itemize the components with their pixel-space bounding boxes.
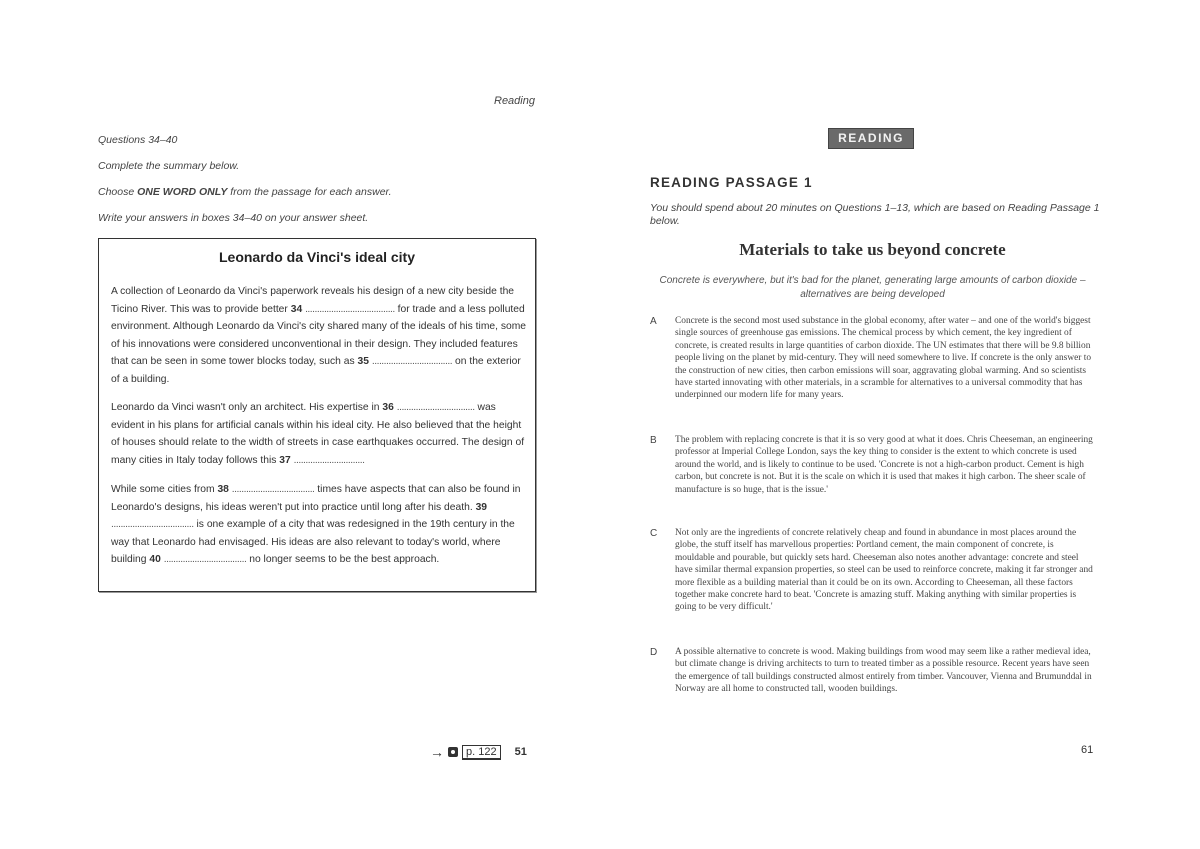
answer-gap-35: .................................. [371,356,453,368]
summary-text: While some cities from [111,484,215,495]
section-letter: C [650,528,658,539]
gap-number-39: 39 [475,501,488,513]
gap-number-36: 36 [382,402,394,413]
passage-subtitle: Concrete is everywhere, but it's bad for the planet, generating large amounts of carbon dioxide – alternatives are being developed [659,275,1086,300]
instruction-complete: Complete the summary below. [98,160,240,172]
page-reference: p. 122 [462,745,501,760]
summary-paragraph-3 [111,481,527,569]
section-text: Not only are the ingredients of concrete relatively cheap and found in abundance in most places around the globe, the stuff itself has marvellous properties: Portland cement, the main component of concrete, is mouldable and pourable, but quickly sets hard. Cheeseman also notes another advantage: concrete and steel have similar thermal expansion properties, so steel can be used to reinforce concrete, making it far stronger and more flexible as a building material than it could be on its own. According to Cheeseman, all these factors together make concrete hard to beat. 'Concrete is amazing stuff. Making anything with similar properties is going to be very difficult.' [675,528,1093,613]
answer-gap-40: ................................... [163,554,247,566]
answer-gap-34: ...................................... [305,303,395,315]
section-b [650,434,1095,496]
key-reference-icon [448,747,458,757]
answer-gap-39: ................................... [111,519,194,531]
instruction-write: Write your answers in boxes 34–40 on your answer sheet. [98,212,369,224]
gap-number-38: 38 [217,484,229,495]
running-head: Reading [494,95,535,107]
answer-gap-37: .............................. [293,454,365,466]
section-text: Concrete is the second most used substance in the global economy, after water – and one of the world's biggest single sources of greenhouse gas emissions. The chemical process by which cement, the key ingredient of concrete, is created results in large quantities of carbon dioxide. The UN estimates that there will be 9.8 billion people living on the planet by mid-century. They will need somewhere to live. If concrete is the only answer to the construction of new cities, then carbon emissions will soar, aggravating global warming. And so scientists have started innovating with other materials, in a scramble for alternatives to a universal commodity that has underpinned our modern life for many years. [675,316,1092,401]
section-text: A possible alternative to concrete is wood. Making buildings from wood may seem like a rather medieval idea, but climate change is driving architects to turn to treated timber as a possible resource. Recent years have seen the emergence of tall buildings constructed almost entirely from timber. Vancouver, Vienna and Brumunddal in Norway are all home to constructed tall, wooden buildings. [675,647,1092,695]
passage-heading: READING PASSAGE 1 [650,175,813,190]
gap-number-37: 37 [279,454,291,466]
summary-box [98,238,536,592]
passage-title: Materials to take us beyond concrete [739,240,1006,259]
answer-gap-38: ................................... [231,484,315,495]
instruction-choose [98,186,392,198]
instruction-choose-prefix: Choose [98,186,135,198]
summary-paragraph-1 [111,283,527,389]
instruction-choose-bold: ONE WORD ONLY [137,186,228,198]
page-number-right: 61 [1081,744,1094,756]
section-a [650,315,1095,402]
summary-title: Leonardo da Vinci's ideal city [218,249,416,265]
summary-text: for trade and a less polluted environment. Although Leonardo da Vinci's city shared many of the ideals of his time, some of his innovations were considered unconventional in their design. They included features that can be seen in some tower blocks today, such as [111,303,527,368]
arrow-right-icon: → [430,744,444,760]
summary-text: on the exterior of a building. [111,356,521,385]
summary-text: Leonardo da Vinci wasn't only an architect. His expertise in [111,402,380,413]
time-instruction: You should spend about 20 minutes on Questions 1–13, which are based on Reading Passage 1 below. [650,202,1100,227]
summary-text: no longer seems to be the best approach. [249,554,440,566]
questions-range: Questions 34–40 [98,134,178,146]
summary-paragraph-2 [111,399,527,469]
gap-number-40: 40 [149,554,161,566]
instruction-choose-suffix: from the passage for each answer. [230,186,392,198]
section-c [650,527,1095,614]
answer-gap-36: ................................. [396,402,475,413]
page-number-left: 51 [514,746,527,758]
reading-tab: READING [828,128,914,149]
section-text: The problem with replacing concrete is that it is so very good at what it does. Chris Cheeseman, an engineering professor at Imperial College London, says the key thing to consider is the extent to which concrete is used around the world, and is likely to continue to be used. 'Concrete is not a high-carbon product. Cement is high carbon, but concrete is not. But it is the scale on which it is used that makes it high carbon. The sheer scale of manufacture is so huge, that is the issue.' [675,435,1093,495]
section-letter: D [650,647,658,658]
summary-text: times have aspects that can also be found in Leonardo's designs, his ideas weren't put into practice until long after his death. [111,484,521,513]
right-page [600,0,1200,849]
summary-text: A collection of Leonardo da Vinci's paperwork reveals his design of a new city beside the Ticino River. This was to provide better [111,286,515,315]
section-letter: B [650,435,657,446]
section-d [650,646,1095,696]
section-letter: A [650,316,657,327]
summary-text: is one example of a city that was redesigned in the 19th century in the way that Leonardo had envisaged. His ideas are also relevant to today's world, where building [111,519,515,566]
gap-number-35: 35 [357,356,369,368]
gap-number-34: 34 [290,303,303,315]
page-footer [430,744,527,760]
summary-text: was evident in his plans for artificial canals within his ideal city. He also believed that the height of houses should relate to the width of streets in case earthquakes occurred. The design of many cities in Italy today follows this [111,402,525,466]
